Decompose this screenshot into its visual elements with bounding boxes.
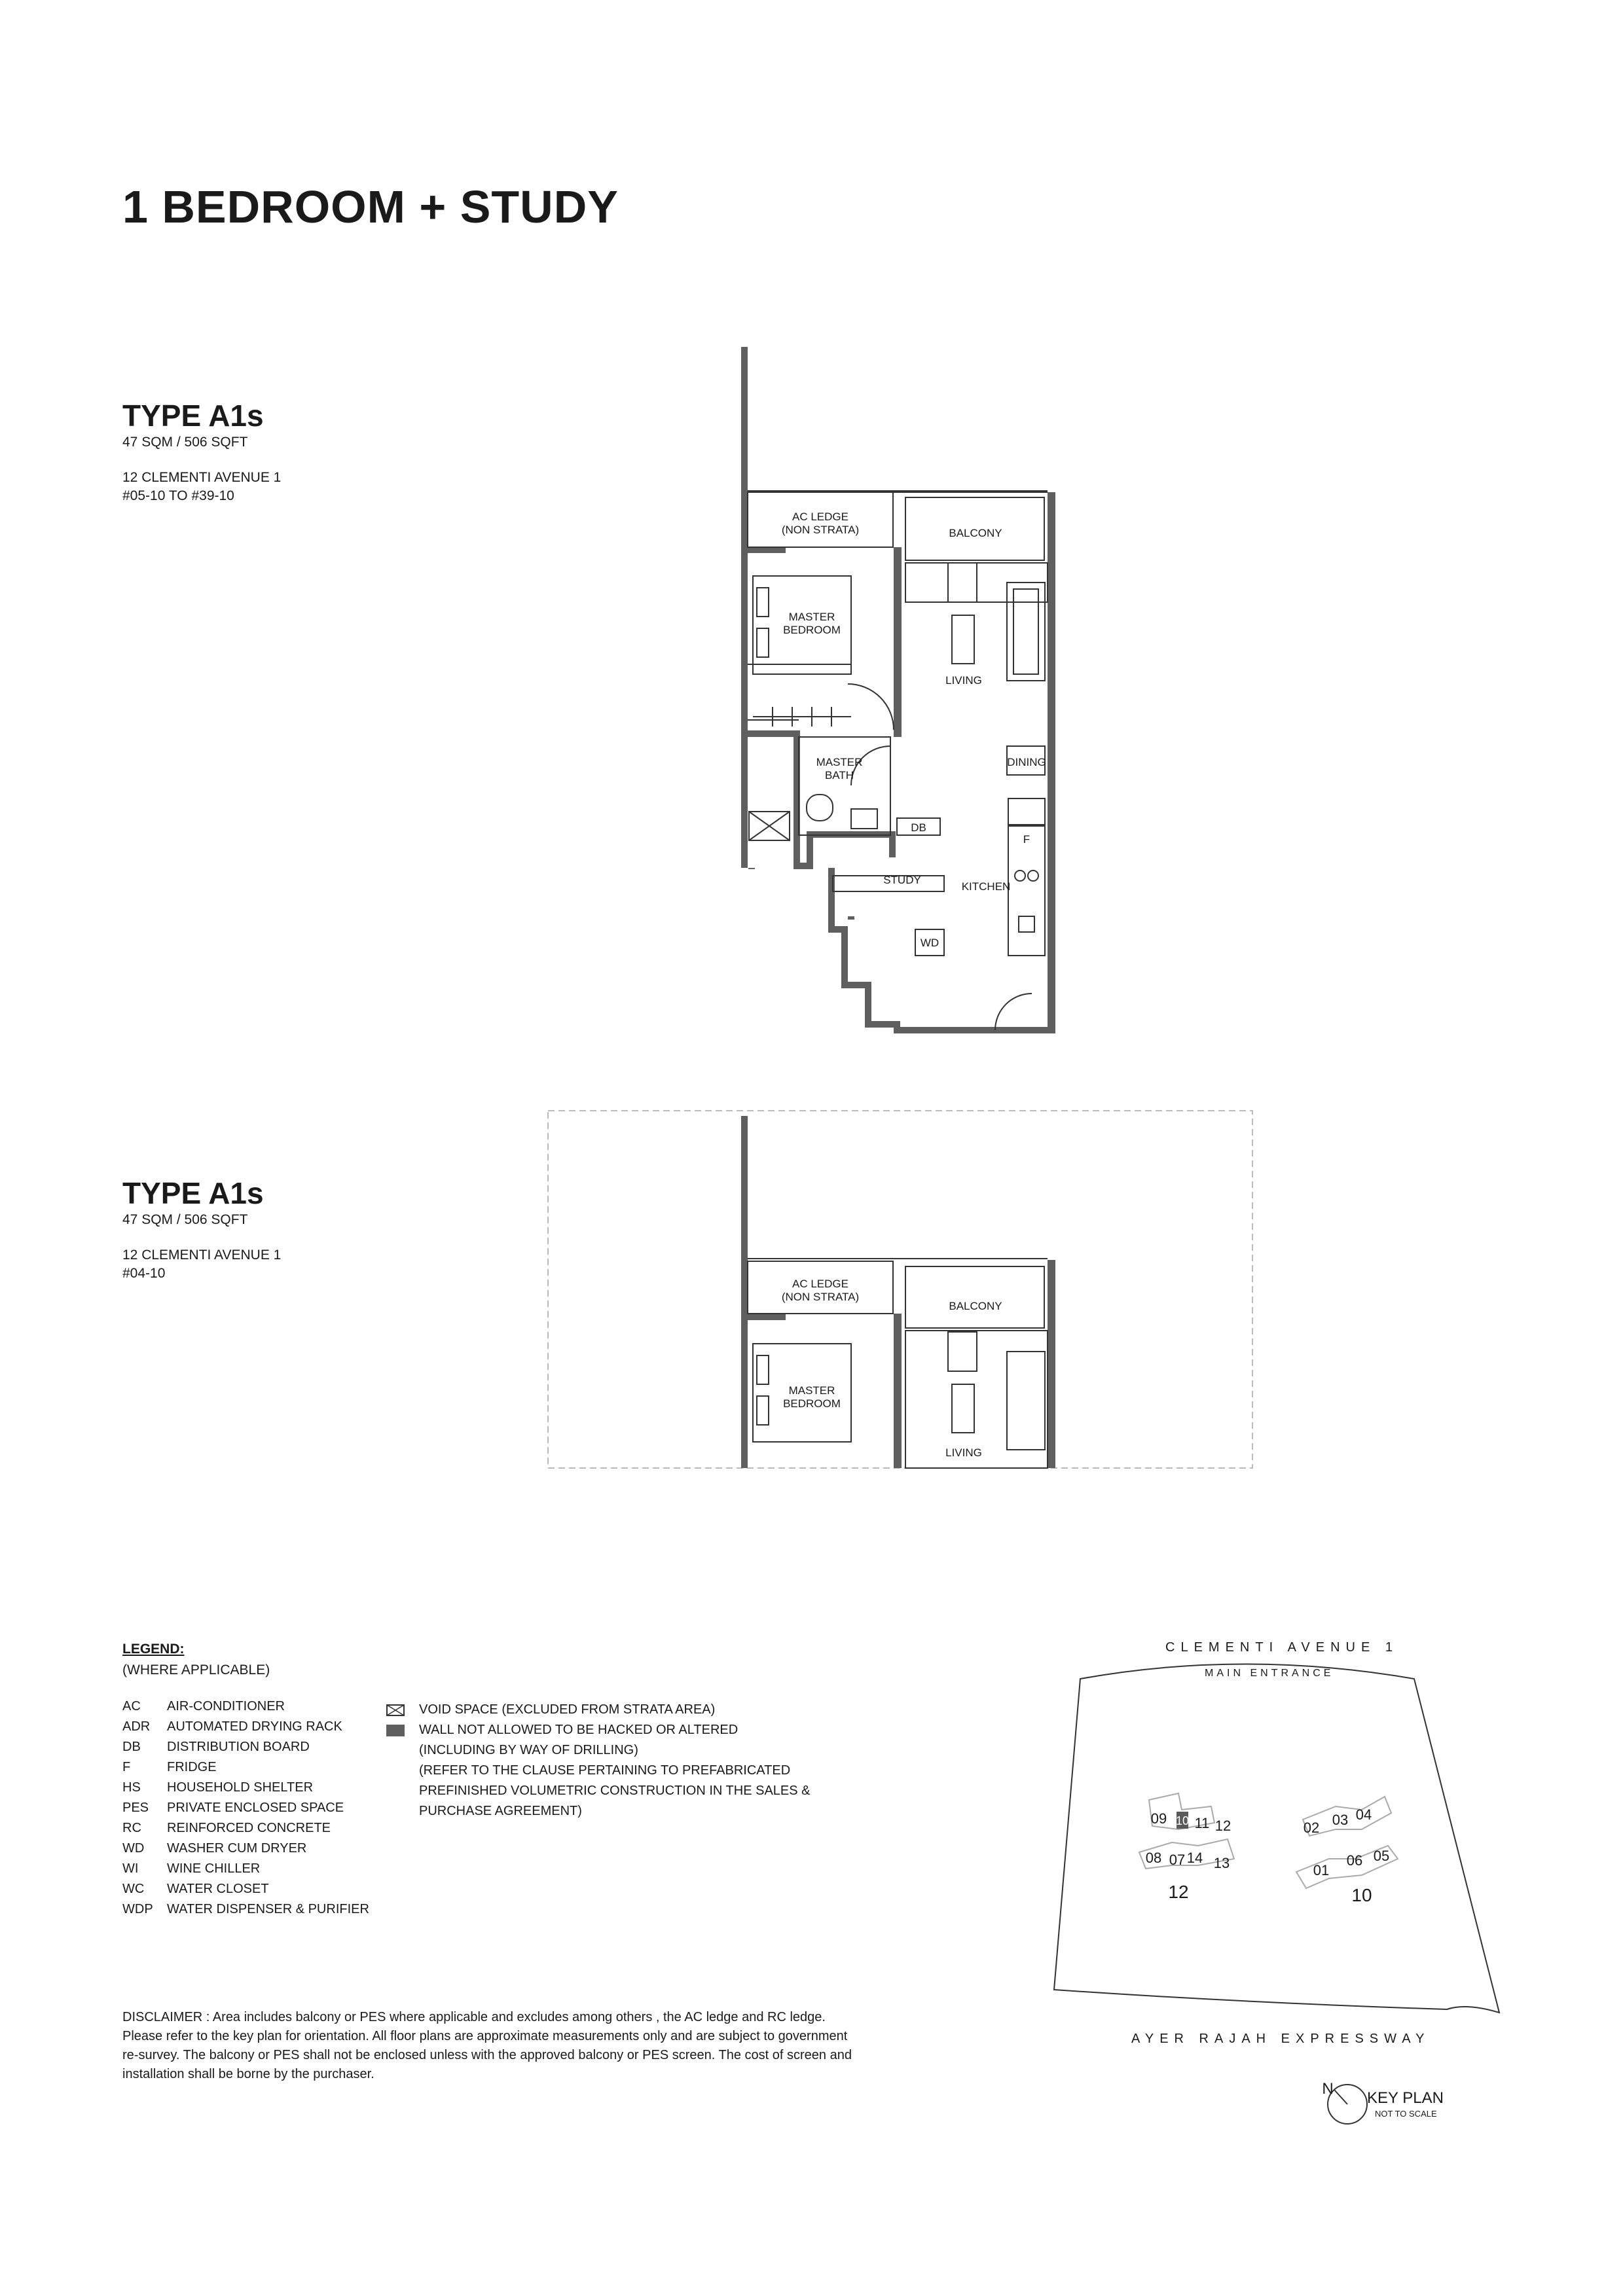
unit-label: 02 <box>1303 1820 1320 1836</box>
room-label-dining: DINING <box>1007 756 1046 768</box>
unit-label: 01 <box>1313 1862 1330 1878</box>
floor-plan-1 <box>720 340 1087 1047</box>
legend-item <box>122 1717 369 1737</box>
unit-label: 05 <box>1373 1848 1390 1864</box>
legend-item <box>122 1737 369 1757</box>
legend-item <box>122 1798 369 1818</box>
legend-code: ADR <box>122 1719 151 1734</box>
key-plan-map <box>1048 1662 1506 2029</box>
unit-info-2 <box>122 1175 281 1283</box>
unit-address: 12 CLEMENTI AVENUE 1 <box>122 1247 282 1263</box>
legend-item <box>122 1859 369 1879</box>
unit-area: 47 SQM / 506 SQFT <box>122 1212 248 1227</box>
unit-area: 47 SQM / 506 SQFT <box>122 435 248 450</box>
key-plan-scale-note: NOT TO SCALE <box>1375 2109 1437 2119</box>
unit-label: 13 <box>1213 1855 1230 1871</box>
legend-code: RC <box>122 1821 141 1835</box>
legend-item <box>122 1899 369 1920</box>
legend-code: F <box>122 1760 131 1774</box>
room-label-living: LIVING <box>945 1446 982 1459</box>
wall-note-4: PURCHASE AGREEMENT) <box>419 1804 582 1818</box>
room-label-balcony: BALCONY <box>949 527 1002 539</box>
legend <box>122 1641 369 1920</box>
legend-list <box>122 1696 369 1920</box>
legend-subtitle: (WHERE APPLICABLE) <box>122 1662 270 1677</box>
legend-item <box>122 1696 369 1717</box>
legend-label: PRIVATE ENCLOSED SPACE <box>167 1801 344 1815</box>
legend-code: WC <box>122 1882 145 1896</box>
unit-type-title: TYPE A1s <box>122 399 264 433</box>
legend-item <box>122 1879 369 1899</box>
room-label-kitchen: KITCHEN <box>961 880 1011 893</box>
legend-label: WATER DISPENSER & PURIFIER <box>167 1902 369 1916</box>
road-bottom-label: AYER RAJAH EXPRESSWAY <box>1131 2032 1431 2046</box>
room-label-fridge: F <box>1023 833 1030 846</box>
unit-label: 12 <box>1214 1818 1231 1834</box>
unit-label: 04 <box>1355 1806 1372 1823</box>
void-space-icon <box>386 1704 405 1717</box>
legend-label: WINE CHILLER <box>167 1861 261 1876</box>
legend-label: FRIDGE <box>167 1760 217 1774</box>
room-label-wd: WD <box>920 937 939 949</box>
unit-label: 07 <box>1169 1852 1186 1868</box>
legend-label: REINFORCED CONCRETE <box>167 1821 331 1835</box>
room-label-balcony: BALCONY <box>949 1300 1002 1312</box>
room-label-ac-ledge-note: (NON STRATA) <box>781 1291 860 1303</box>
unit-range: #04-10 <box>122 1266 166 1281</box>
legend-code: WDP <box>122 1902 153 1916</box>
disclaimer: DISCLAIMER : Area includes balcony or PES where applicable and excludes among others , the AC ledge and RC ledge. Please refer to the key plan for orientation. All floor plans are approximate measurements only and are subject to government re-survey. The balcony or PES shall not be enclosed unless with the approved balcony or PES screen. The cost of screen and installation shall be borne by the purchaser. <box>122 2010 852 2081</box>
void-space-label: VOID SPACE (EXCLUDED FROM STRATA AREA) <box>419 1702 716 1717</box>
room-label-master-bath: MASTER <box>816 756 863 768</box>
unit-label: 11 <box>1194 1815 1210 1831</box>
unit-range: #05-10 TO #39-10 <box>122 488 234 503</box>
block-12-label: 12 <box>1168 1882 1189 1902</box>
room-label-study: STUDY <box>883 874 921 886</box>
room-label-master-bedroom: MASTER <box>788 611 835 623</box>
wall-swatch-icon <box>386 1725 405 1736</box>
room-label-db: DB <box>911 821 926 834</box>
legend-item <box>122 1818 369 1839</box>
unit-label: 14 <box>1186 1850 1203 1866</box>
unit-info-1 <box>122 398 281 505</box>
legend-code: WD <box>122 1841 145 1856</box>
north-compass-icon <box>1316 2078 1375 2130</box>
legend-label: HOUSEHOLD SHELTER <box>167 1780 314 1795</box>
main-entrance-label: MAIN ENTRANCE <box>1205 1668 1334 1679</box>
legend-label: WATER CLOSET <box>167 1882 269 1896</box>
wall-note-3: PREFINISHED VOLUMETRIC CONSTRUCTION IN THE SALES & <box>419 1784 811 1798</box>
unit-label: 03 <box>1332 1812 1349 1828</box>
legend-item <box>122 1757 369 1778</box>
unit-label: 06 <box>1346 1852 1363 1869</box>
room-label-master-bedroom-2: BEDROOM <box>783 624 841 636</box>
north-label: N <box>1322 2080 1334 2098</box>
room-label-ac-ledge: AC LEDGE <box>792 1278 848 1290</box>
room-label-master-bedroom: MASTER <box>788 1384 835 1397</box>
room-label-ac-ledge: AC LEDGE <box>792 511 848 523</box>
room-label-living: LIVING <box>945 674 982 687</box>
legend-notes <box>386 1700 811 1821</box>
road-top-label: CLEMENTI AVENUE 1 <box>1165 1640 1399 1655</box>
legend-label: WASHER CUM DRYER <box>167 1841 307 1856</box>
legend-title: LEGEND: <box>122 1641 185 1657</box>
legend-code: HS <box>122 1780 141 1795</box>
page-title: 1 BEDROOM + STUDY <box>122 181 619 232</box>
legend-label: AUTOMATED DRYING RACK <box>167 1719 342 1734</box>
legend-code: DB <box>122 1740 141 1754</box>
unit-label: 08 <box>1145 1850 1162 1866</box>
legend-label: DISTRIBUTION BOARD <box>167 1740 310 1754</box>
unit-label: 09 <box>1150 1810 1167 1827</box>
legend-item <box>122 1839 369 1859</box>
legend-label: AIR-CONDITIONER <box>167 1699 285 1713</box>
unit-label: 10 <box>1175 1814 1190 1827</box>
legend-item <box>122 1778 369 1798</box>
legend-code: PES <box>122 1801 149 1815</box>
room-label-master-bath-2: BATH <box>824 769 854 781</box>
wall-note-2: (REFER TO THE CLAUSE PERTAINING TO PREFABRICATED <box>419 1763 791 1778</box>
room-label-master-bedroom-2: BEDROOM <box>783 1397 841 1410</box>
block-10-label: 10 <box>1351 1885 1372 1905</box>
unit-type-title: TYPE A1s <box>122 1176 264 1210</box>
floor-plan-2 <box>547 1109 1254 1476</box>
unit-address: 12 CLEMENTI AVENUE 1 <box>122 470 282 485</box>
legend-code: AC <box>122 1699 141 1713</box>
room-label-ac-ledge-note: (NON STRATA) <box>781 524 860 536</box>
legend-code: WI <box>122 1861 139 1876</box>
wall-note-0: WALL NOT ALLOWED TO BE HACKED OR ALTERED <box>419 1723 739 1737</box>
wall-note-1: (INCLUDING BY WAY OF DRILLING) <box>419 1743 638 1757</box>
key-plan-label: KEY PLAN <box>1367 2089 1444 2107</box>
